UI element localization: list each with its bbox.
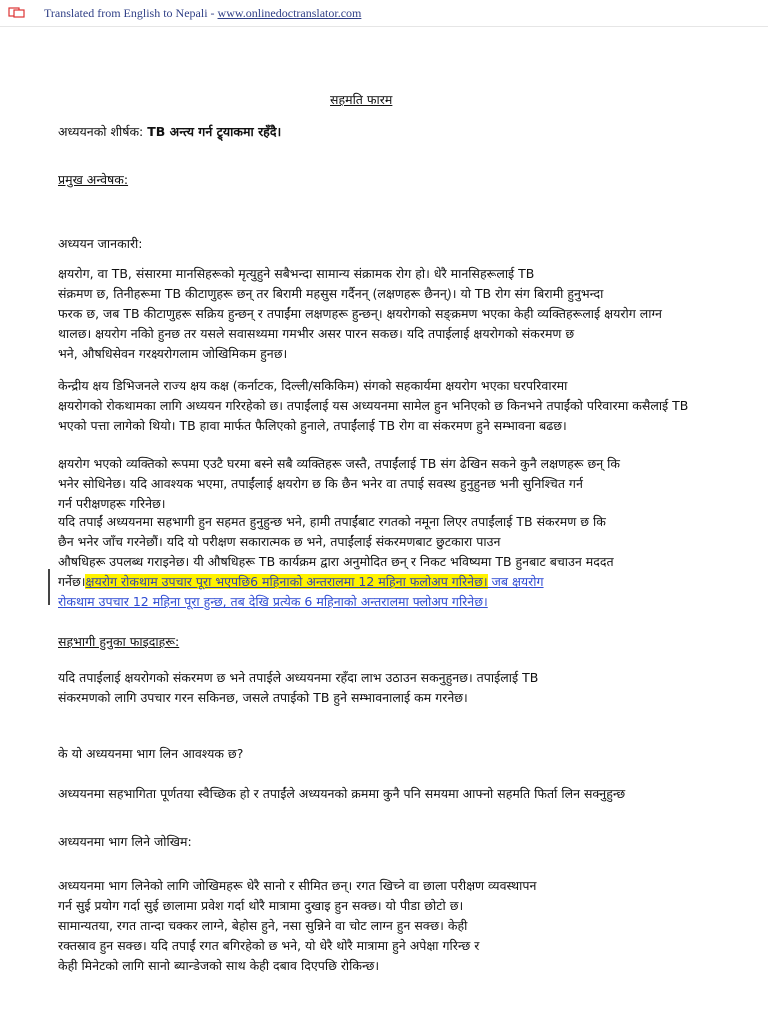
text-line: यदि तपाईं अध्ययनमा सहभागी हुन सहमत हुनुहुन्छ भने, हामी तपाईंबाट रगतको नमूना लिएर तपाईंलाई TB संकरमण छ कि [58, 514, 606, 529]
required-question: के यो अध्ययनमा भाग लिन आवश्यक छ? [58, 746, 244, 761]
page-title: सहमति फारम [330, 92, 393, 107]
text-line: थालछ। क्षयरोग नकिो हुनछ तर यसले सवासथ्यमा गमभीर असर पारन सकछ। यदि तपाईलाई क्षयरोगको संकरमण छ [58, 326, 575, 341]
principal-investigator-label: प्रमुख अन्वेषक: [58, 172, 129, 187]
paragraph-central-division [58, 376, 688, 436]
translator-link[interactable]: www.onlinedoctranslator.com [217, 6, 362, 20]
translation-note [44, 6, 361, 21]
translation-prefix: Translated from English to Nepali - [44, 6, 218, 20]
text-line: केही मिनेटको लागि सानो ब्यान्डेजको साथ केही दबाव दिएपछि रोकिन्छ। [58, 958, 380, 973]
text-line: गर्न सुई प्रयोग गर्दा सुई छालामा प्रवेश गर्दा थोरै मात्रामा दुखाइ हुन सक्छ। यो पीडा छोटो छ। [58, 898, 464, 913]
text-line: यदि तपाईलाई क्षयरोगको संकरमण छ भने तपाईले अध्ययनमा रहँदा लाभ उठाउन सकनुहुनछ। तपाईलाई TB [58, 670, 539, 685]
paragraph-participation [58, 512, 614, 612]
risks-label: अध्ययनमा भाग लिने जोखिम: [58, 834, 192, 849]
text-fragment: गर्नेछ। [58, 574, 86, 589]
text-line: क्षयरोगको रोकथामका लागि अध्ययन गरिरहेको छ। तपाईंलाई यस अध्ययनमा सामेल हुन भनिएको छ किनभने तपाईंको परिवारमा कसैलाई TB [58, 398, 689, 413]
text-line: औषधिहरू उपलब्ध गराइनेछ। यी औषधिहरू TB कार्यक्रम द्वारा अनुमोदित छन् र निकट भविष्यमा TB हुनबाट बचाउन मददत [58, 554, 614, 569]
text-line: रक्तस्राव हुन सक्छ। यदि तपाईं रगत बगिरहेको छ भने, यो धेरै थोरै मात्रामा हुने अपेक्षा गरिन्छ र [58, 938, 480, 953]
paragraph-household-screening [58, 454, 620, 514]
text-line: संक्रमण छ, तिनीहरूमा TB कीटाणुहरू छन् तर बिरामी महसुस गर्दैनन् (लक्षणहरू छैनन्)। यो TB रोग संग बिरामी हुनुभन्दा [58, 286, 604, 301]
text-line: गर्न परीक्षणहरू गरिनेछ। [58, 496, 166, 511]
paragraph-voluntary: अध्ययनमा सहभागिता पूर्णतया स्वैच्छिक हो र तपाईंले अध्ययनको क्रममा कुनै पनि समयमा आफ्नो सहमति फिर्ता लिन सक्नुहुन्छ [58, 786, 626, 801]
text-line: अध्ययनमा भाग लिनेको लागि जोखिमहरू धेरै सानो र सीमित छन्। रगत खिच्ने वा छाला परीक्षण व्यवस्थापन [58, 878, 537, 893]
text-line [58, 572, 614, 592]
revision-bar [48, 569, 50, 605]
study-title-value: TB अन्त्य गर्न ट्र्याकमा रहँदै। [147, 124, 282, 139]
highlighted-text: क्षयरोग रोकथाम उपचार पूरा भएपछि6 महिनाको अन्तरालमा 12 महिना फलोअप गरिनेछ। [85, 574, 488, 589]
text-line: फरक छ, जब TB कीटाणुहरू सक्रिय हुन्छन् र तपाईंमा लक्षणहरू हुन्छन्। क्षयरोगको सङ्क्रमण भएका केही व्यक्तिहरूलाई क्षयरोग लाग्न [58, 306, 662, 321]
translation-banner [0, 0, 768, 27]
text-line: सामान्यतया, रगत तान्दा चक्कर लाग्ने, बेहोस हुने, नसा सुन्निने वा चोट लाग्न हुन सक्छ। केही [58, 918, 468, 933]
text-line: भनेर सोधिनेछ। यदि आवश्यक भएमा, तपाईंलाई क्षयरोग छ कि छैन भनेर वा तपाई सवस्थ हुनुहुनछ भनी सुनिश्चित गर्न [58, 476, 583, 491]
benefits-label: सहभागी हुनुका फाइदाहरू: [58, 634, 180, 649]
inserted-text: जब क्षयरोग [487, 574, 544, 589]
paragraph-benefits [58, 668, 538, 708]
inserted-text-line: रोकथाम उपचार 12 महिना पूरा हुन्छ, तब देखि प्रत्येक 6 महिनाको अन्तरालमा फ्लोअप गरिनेछ। [58, 594, 488, 609]
text-line: क्षयरोग, वा TB, संसारमा मानसिहरूको मृत्युहुने सबैभन्दा सामान्य संक्रामक रोग हो। धेरै मानसिहरूलाई TB [58, 266, 535, 281]
study-title-label: अध्ययनको शीर्षक: [58, 124, 148, 139]
study-title [58, 122, 281, 142]
paragraph-tb-intro [58, 264, 662, 364]
text-line: केन्द्रीय क्षय डिभिजनले राज्य क्षय कक्ष (कर्नाटक, दिल्ली/सकिकिम) संगको सहकार्यमा क्षयरोग भएका घरपरिवारमा [58, 378, 568, 393]
text-line: संकरमणको लागि उपचार गरन सकिनछ, जसले तपाईको TB हुने सम्भावनालाई कम गरनेछ। [58, 690, 468, 705]
paragraph-risks [58, 876, 536, 976]
text-line: भने, औषधिसेवन गरक्ष्यरोगलाम जोखिमिकम हुनछ। [58, 346, 288, 361]
study-info-label: अध्ययन जानकारी: [58, 236, 143, 251]
document-icon [8, 6, 26, 18]
text-line: क्षयरोग भएको व्यक्तिको रूपमा एउटै घरमा बस्ने सबै व्यक्तिहरू जस्तै, तपाईंलाई TB संग ढेखिन सकने कुनै लक्षणहरू छन् कि [58, 456, 620, 471]
text-line: भएको पत्ता लागेको थियो। TB हावा मार्फत फैलिएको हुनाले, तपाईंलाई TB रोग वा संकरमण हुने सम्भावना बढछ। [58, 418, 567, 433]
text-line: छैन भनेर जाँच गरनेछौं। यदि यो परीक्षण सकारात्मक छ भने, तपाईंलाई संकरमणबाट छुटकारा पाउन [58, 534, 501, 549]
